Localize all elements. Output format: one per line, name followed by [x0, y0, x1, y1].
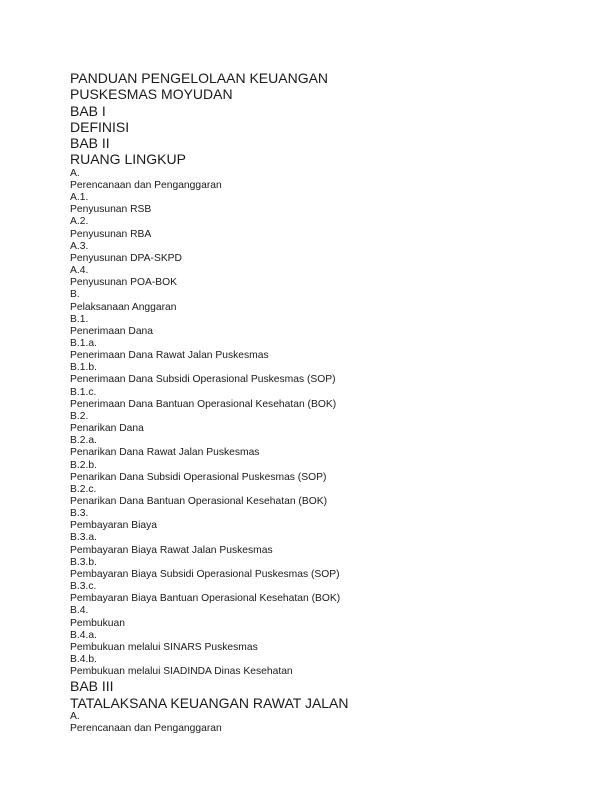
toc-line: A.2. [70, 216, 89, 228]
toc-line: A. [70, 167, 80, 179]
heading-line: BAB I [70, 102, 106, 119]
toc-line: A. [70, 710, 80, 722]
toc-line: B.2.a. [70, 435, 97, 447]
toc-line: Pembukuan [70, 617, 125, 629]
toc-line: Pembukuan melalui SINARS Puskesmas [70, 641, 258, 653]
toc-line: Penarikan Dana Rawat Jalan Puskesmas [70, 447, 260, 459]
toc-line: Pembayaran Biaya Rawat Jalan Puskesmas [70, 544, 273, 556]
toc-line: Penyusunan POA-BOK [70, 277, 178, 289]
heading-line: PUSKESMAS MOYUDAN [70, 86, 233, 103]
toc-line: Penerimaan Dana Bantuan Operasional Kesehatan (BOK) [70, 398, 337, 410]
toc-line: Pembayaran Biaya Subsidi Operasional Puskesmas (SOP) [70, 568, 340, 580]
toc-line: Penarikan Dana Subsidi Operasional Puskesmas (SOP) [70, 471, 327, 483]
heading-line: RUANG LINGKUP [70, 151, 186, 168]
toc-line: Pelaksanaan Anggaran [70, 301, 177, 313]
toc-line: B.1. [70, 313, 89, 325]
toc-line: Penarikan Dana Bantuan Operasional Kesehatan (BOK) [70, 496, 328, 507]
toc-line: Pembayaran Biaya Bantuan Operasional Kesehatan (BOK) [70, 593, 341, 605]
toc-line: A.3. [70, 240, 89, 252]
toc-line: A.4. [70, 265, 89, 277]
heading-line: BAB III [70, 678, 114, 695]
toc-line: B. [70, 289, 80, 301]
heading-line: PANDUAN PENGELOLAAN KEUANGAN [70, 70, 329, 86]
toc-line: Penerimaan Dana Subsidi Operasional Puskesmas (SOP) [70, 374, 336, 386]
toc-line: B.2.c. [70, 483, 97, 495]
heading-line: BAB II [70, 135, 110, 152]
toc-line: B.3. [70, 508, 89, 520]
toc-line: B.4.a. [70, 629, 97, 641]
toc-line: B.4.b. [70, 654, 97, 666]
toc-line: Pembayaran Biaya [70, 520, 158, 532]
toc-line: Perencanaan dan Penganggaran [70, 723, 222, 735]
toc-line: Pembukuan melalui SIADINDA Dinas Kesehatan [70, 666, 293, 678]
toc-line: Penerimaan Dana [70, 325, 153, 337]
heading-line: DEFINISI [70, 118, 130, 135]
toc-line: Penyusunan DPA-SKPD [70, 252, 182, 264]
toc-line: B.3.b. [70, 556, 97, 568]
heading-line: TATALAKSANA KEUANGAN RAWAT JALAN [70, 694, 349, 711]
toc-line: B.4. [70, 605, 89, 617]
toc-line: B.3.a. [70, 532, 97, 544]
toc-line: B.1.b. [70, 362, 97, 374]
toc-line: B.1.c. [70, 386, 97, 398]
toc-line: B.2.b. [70, 459, 97, 471]
toc-line: Penyusunan RSB [70, 204, 152, 216]
toc-line: Perencanaan dan Penganggaran [70, 179, 222, 191]
toc-line: B.1.a. [70, 337, 97, 349]
toc-line: B.2. [70, 410, 89, 422]
document-content [70, 70, 570, 735]
toc-line: Penyusunan RBA [70, 228, 152, 240]
toc-line: A.1. [70, 192, 89, 204]
toc-line: Penarikan Dana [70, 423, 144, 435]
toc-line: Penerimaan Dana Rawat Jalan Puskesmas [70, 350, 269, 362]
toc-line: B.3.c. [70, 581, 97, 593]
